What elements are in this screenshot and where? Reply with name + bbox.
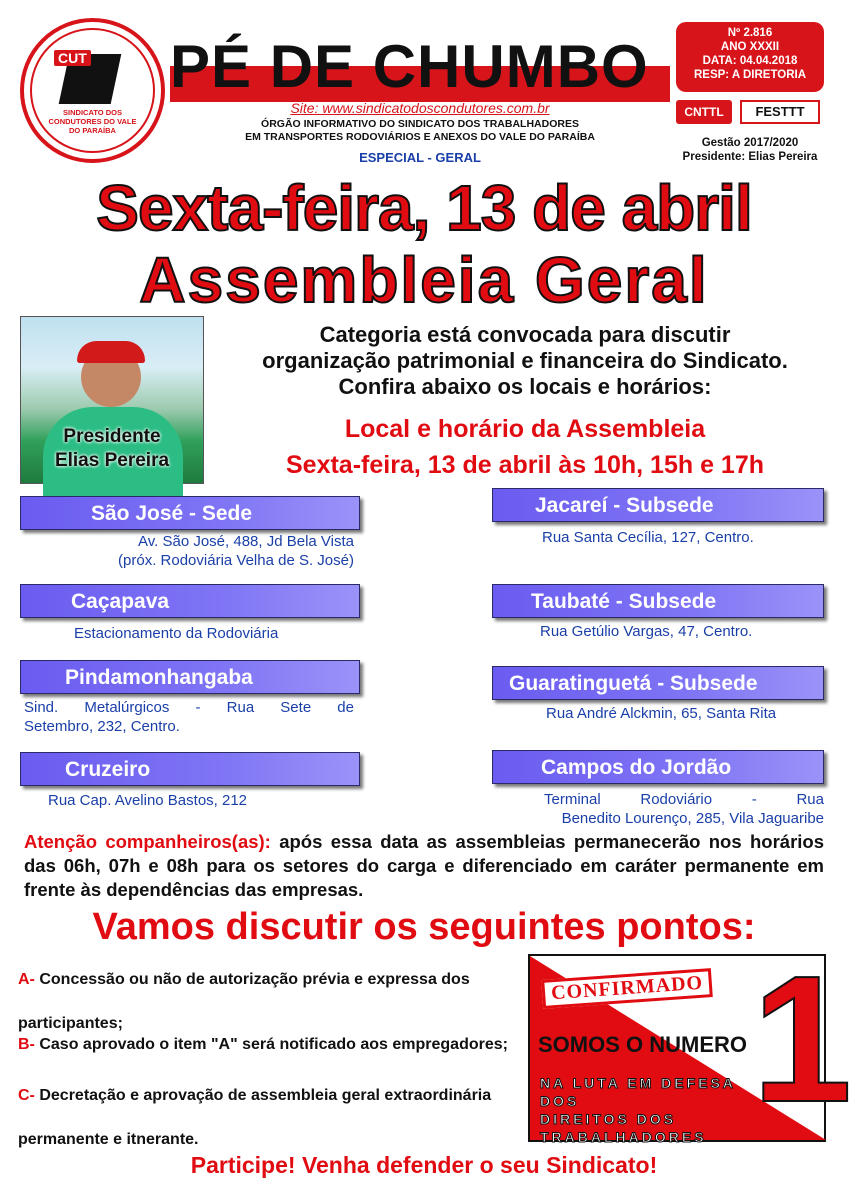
- address-pindamonhangaba-line-2: Setembro, 232, Centro.: [24, 718, 180, 735]
- confirmed-graphic: [528, 939, 852, 1145]
- org-line-2: EM TRANSPORTES RODOVIÁRIOS E ANEXOS DO VALE DO PARAÍBA: [245, 131, 595, 143]
- attention-paragraph: [24, 830, 824, 902]
- local-time: Sexta-feira, 13 de abril às 10h, 15h e 17h: [285, 451, 765, 479]
- confirmed-somos: SOMOS O NUMERO: [538, 1032, 748, 1057]
- confirmed-luta: [540, 1074, 770, 1146]
- point-a-text: Concessão ou não de autorização prévia e expressa dos participantes;: [18, 971, 470, 1032]
- location-guaratingueta: Guaratinguetá - Subsede: [492, 666, 824, 700]
- address-sao-jose-line-1: Av. São José, 488, Jd Bela Vista: [138, 533, 354, 550]
- intro-line-1: Categoria está convocada para discutir: [319, 322, 731, 347]
- masthead: [170, 32, 670, 102]
- location-taubate: Taubaté - Subsede: [492, 584, 824, 618]
- edition-label: ESPECIAL - GERAL: [359, 150, 481, 165]
- intro-text: [205, 322, 845, 400]
- photo-cap: [77, 341, 145, 363]
- point-c-letter: C-: [18, 1087, 35, 1104]
- point-c: [18, 1074, 524, 1162]
- issue-info-box: [676, 22, 824, 92]
- address-sao-jose-line-2: (próx. Rodoviária Velha de S. José): [118, 552, 354, 569]
- photo-caption-line-1: Presidente: [63, 426, 161, 447]
- cut-label: CUT: [54, 50, 91, 66]
- discussion-heading: Vamos discutir os seguintes pontos:: [92, 906, 756, 948]
- location-cruzeiro: Cruzeiro: [20, 752, 360, 786]
- headline-assembly: Assembleia Geral: [139, 244, 709, 316]
- luta-line-3: TRABALHADORES: [540, 1129, 707, 1145]
- location-sao-jose: São José - Sede: [20, 496, 360, 530]
- address-taubate: Rua Getúlio Vargas, 47, Centro.: [540, 623, 753, 640]
- confirmed-number: 1: [752, 939, 852, 1140]
- address-guaratingueta: Rua André Alckmin, 65, Santa Rita: [546, 705, 777, 722]
- address-cacapava: Estacionamento da Rodoviária: [74, 625, 279, 642]
- masthead-title: PÉ DE CHUMBO: [170, 33, 649, 100]
- gestao-text: Gestão 2017/2020: [701, 137, 799, 149]
- location-campos-do-jordao: Campos do Jordão: [492, 750, 824, 784]
- presidente-text: Presidente: Elias Pereira: [682, 151, 818, 163]
- issue-date: DATA: 04.04.2018: [702, 55, 798, 67]
- management-info: [660, 136, 840, 164]
- location-jacarei: Jacareí - Subsede: [492, 488, 824, 522]
- location-cacapava: Caçapava: [20, 584, 360, 618]
- address-pindamonhangaba-line-1: Sind. Metalúrgicos - Rua Sete de: [24, 699, 354, 716]
- org-description: [180, 118, 660, 144]
- address-campos-line-1: Terminal Rodoviário - Rua: [544, 791, 824, 808]
- address-cruzeiro: Rua Cap. Avelino Bastos, 212: [48, 792, 248, 809]
- attention-text: após essa data as assembleias permanecerão nos horários das 06h, 07h e 08h para os setores do carga e diferenciado em caráter permanente em frente às dependências das empresas.: [24, 831, 825, 900]
- point-a: [18, 958, 524, 1046]
- point-b-text: Caso aprovado o item "A" será notificado aos empregadores;: [39, 1036, 508, 1053]
- org-line-1: ÓRGÃO INFORMATIVO DO SINDICATO DOS TRABALHADORES: [261, 118, 579, 130]
- headline-date: Sexta-feira, 13 de abril: [96, 172, 752, 244]
- festtt-logo: FESTTT: [740, 100, 820, 124]
- address-pindamonhangaba: [24, 698, 354, 736]
- address-sao-jose: [24, 532, 354, 570]
- photo-caption: [21, 425, 203, 473]
- point-c-text: Decretação e aprovação de assembleia geral extraordinária permanente e itnerante.: [18, 1087, 492, 1148]
- photo-caption-line-2: Elias Pereira: [54, 450, 170, 471]
- logo-inner: [46, 44, 139, 137]
- confirmed-stamp: CONFIRMADO: [541, 968, 713, 1009]
- local-title: Local e horário da Assembleia: [344, 415, 706, 443]
- attention-label: Atenção companheiros(as):: [24, 831, 271, 852]
- point-b-letter: B-: [18, 1036, 35, 1053]
- call-to-action: Participe! Venha defender o seu Sindicato!: [190, 1152, 658, 1178]
- logo-caption: SINDICATO DOS CONDUTORES DO VALE DO PARAÍBA: [48, 108, 137, 135]
- cnttl-logo: CNTTL: [676, 100, 732, 124]
- union-logo: [20, 18, 165, 163]
- point-a-letter: A-: [18, 971, 35, 988]
- site-link[interactable]: Site: www.sindicatodoscondutores.com.br: [290, 100, 550, 116]
- location-pindamonhangaba: Pindamonhangaba: [20, 660, 360, 694]
- luta-line-2: DIREITOS DOS: [540, 1111, 677, 1127]
- point-b: [18, 1034, 524, 1056]
- address-jacarei: Rua Santa Cecília, 127, Centro.: [542, 529, 754, 546]
- issue-number: Nº 2.816: [727, 27, 773, 39]
- address-campos-do-jordao: [490, 790, 824, 828]
- address-campos-line-2: Benedito Lourenço, 285, Vila Jaguaribe: [561, 810, 824, 827]
- luta-line-1: NA LUTA EM DEFESA DOS: [540, 1075, 736, 1109]
- intro-line-2: organização patrimonial e financeira do Sindicato.: [262, 348, 788, 373]
- president-photo: [20, 316, 204, 484]
- issue-resp: RESP: A DIRETORIA: [693, 69, 807, 81]
- issue-year: ANO XXXII: [720, 41, 780, 53]
- intro-line-3: Confira abaixo os locais e horários:: [338, 374, 712, 399]
